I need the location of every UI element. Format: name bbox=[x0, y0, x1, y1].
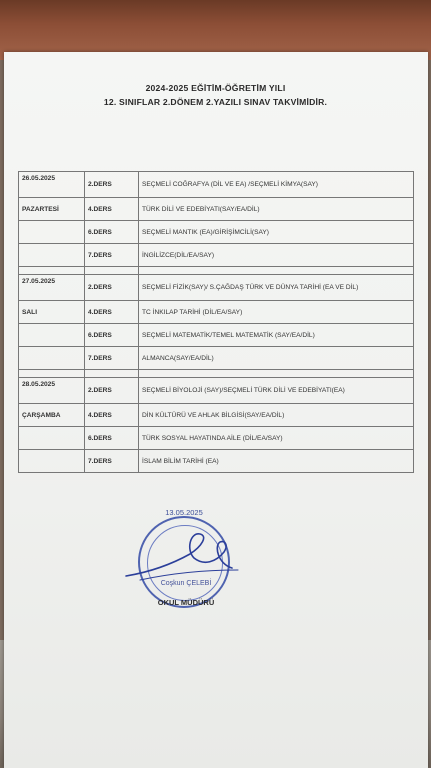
exam-subject: SEÇMELİ FİZİK(SAY)/ S.ÇAĞDAŞ TÜRK VE DÜNYA TARİHİ (EA VE DİL) bbox=[139, 275, 414, 301]
table-row bbox=[19, 378, 414, 404]
exam-date: 26.05.2025 bbox=[19, 172, 85, 198]
table-row bbox=[19, 450, 414, 473]
lesson-period: 4.DERS bbox=[85, 301, 139, 324]
seal-date: 13.05.2025 bbox=[165, 508, 203, 517]
document-title-schedule: 12. SINIFLAR 2.DÖNEM 2.YAZILI SINAV TAKVİMİDİR. bbox=[103, 97, 328, 107]
table-row bbox=[19, 244, 414, 267]
table-row bbox=[19, 427, 414, 450]
table-spacer-row bbox=[19, 267, 414, 275]
principal-title: OKUL MÜDÜRÜ bbox=[157, 598, 215, 607]
principal-name: Coşkun ÇELEBİ bbox=[160, 580, 212, 587]
table-row bbox=[19, 275, 414, 301]
exam-subject: TÜRK DİLİ VE EDEBİYATI(SAY/EA/DİL) bbox=[139, 198, 414, 221]
lesson-period: 2.DERS bbox=[85, 275, 139, 301]
lesson-period: 2.DERS bbox=[85, 172, 139, 198]
lesson-period: 4.DERS bbox=[85, 198, 139, 221]
lesson-period: 6.DERS bbox=[85, 221, 139, 244]
empty-cell bbox=[19, 347, 85, 370]
table-row bbox=[19, 172, 414, 198]
lesson-period: 6.DERS bbox=[85, 427, 139, 450]
table-row bbox=[19, 347, 414, 370]
lesson-period: 2.DERS bbox=[85, 378, 139, 404]
exam-day-name: ÇARŞAMBA bbox=[19, 404, 85, 427]
table-spacer-row bbox=[19, 370, 414, 378]
exam-date: 28.05.2025 bbox=[19, 378, 85, 404]
empty-cell bbox=[19, 450, 85, 473]
table-row bbox=[19, 301, 414, 324]
exam-day-name: PAZARTESİ bbox=[19, 198, 85, 221]
exam-subject: İNGİLİZCE(DİL/EA/SAY) bbox=[139, 244, 414, 267]
table-row bbox=[19, 221, 414, 244]
exam-subject: DİN KÜLTÜRÜ VE AHLAK BİLGİSİ(SAY/EA/DİL) bbox=[139, 404, 414, 427]
exam-subject: SEÇMELİ MANTIK (EA)/GİRİŞİMCİLİ(SAY) bbox=[139, 221, 414, 244]
exam-subject: SEÇMELİ COĞRAFYA (DİL VE EA) /SEÇMELİ KİMYA(SAY) bbox=[139, 172, 414, 198]
exam-subject: SEÇMELİ MATEMATİK/TEMEL MATEMATİK (SAY/EA/DİL) bbox=[139, 324, 414, 347]
wooden-board-background bbox=[0, 0, 431, 60]
document-title-year: 2024-2025 EĞİTİM-ÖĞRETİM YILI bbox=[145, 83, 286, 93]
lesson-period: 6.DERS bbox=[85, 324, 139, 347]
lesson-period: 4.DERS bbox=[85, 404, 139, 427]
exam-schedule-table bbox=[18, 171, 414, 473]
exam-subject: TÜRK SOSYAL HAYATINDA AİLE (DİL/EA/SAY) bbox=[139, 427, 414, 450]
table-row bbox=[19, 324, 414, 347]
empty-cell bbox=[19, 244, 85, 267]
exam-subject: TC İNKILAP TARİHİ (DİL/EA/SAY) bbox=[139, 301, 414, 324]
exam-subject: ALMANCA(SAY/EA/DİL) bbox=[139, 347, 414, 370]
empty-cell bbox=[19, 427, 85, 450]
exam-subject: İSLAM BİLİM TARİHİ (EA) bbox=[139, 450, 414, 473]
lesson-period: 7.DERS bbox=[85, 347, 139, 370]
empty-cell bbox=[19, 324, 85, 347]
lesson-period: 7.DERS bbox=[85, 244, 139, 267]
exam-day-name: SALI bbox=[19, 301, 85, 324]
lesson-period: 7.DERS bbox=[85, 450, 139, 473]
table-row bbox=[19, 198, 414, 221]
table-row bbox=[19, 404, 414, 427]
exam-subject: SEÇMELİ BİYOLOJİ (SAY)/SEÇMELİ TÜRK DİLİ VE EDEBİYATI(EA) bbox=[139, 378, 414, 404]
empty-cell bbox=[19, 221, 85, 244]
exam-date: 27.05.2025 bbox=[19, 275, 85, 301]
